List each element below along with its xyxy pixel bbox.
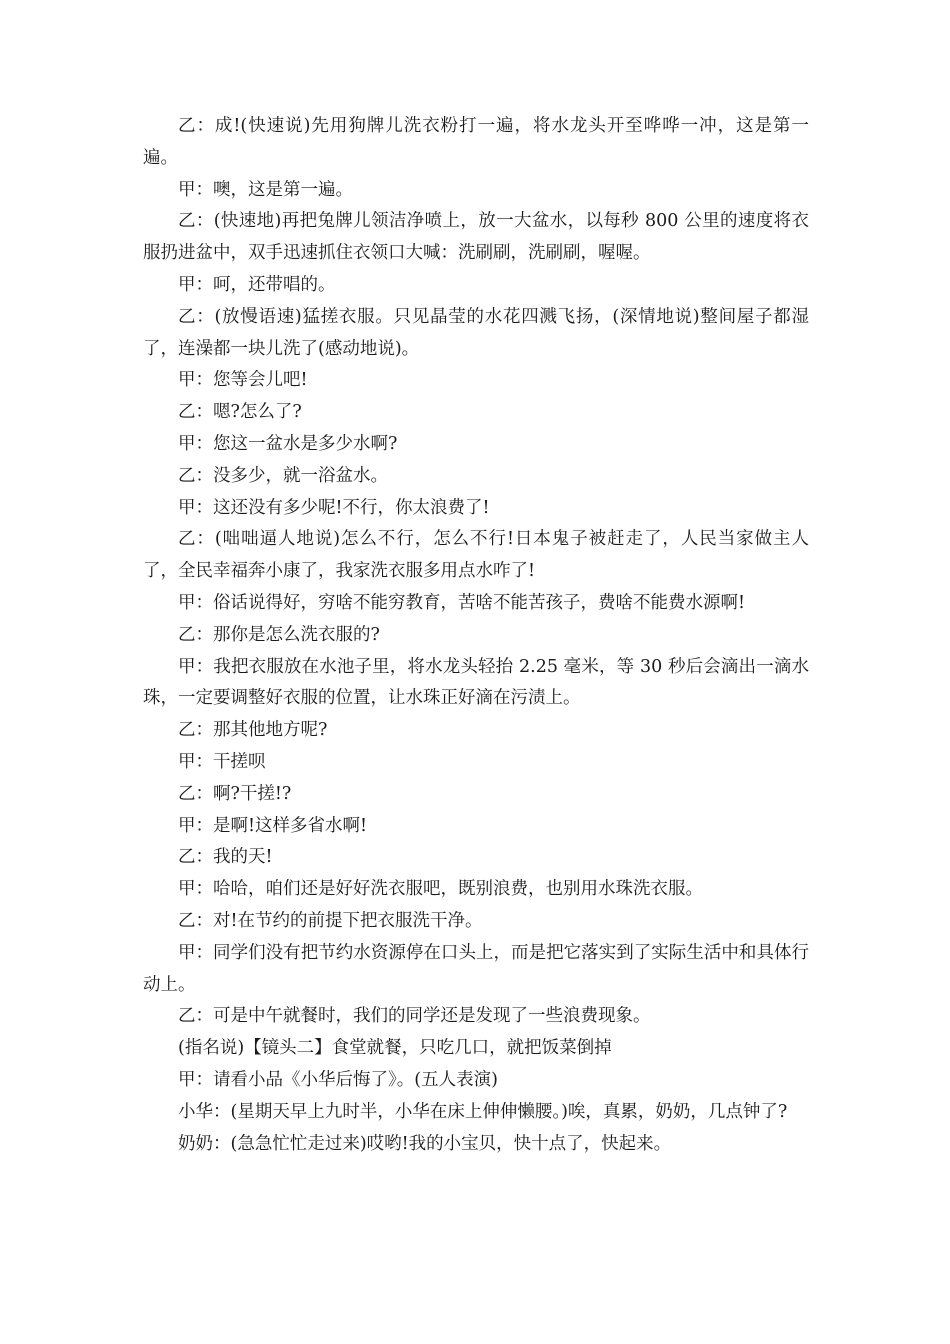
paragraph: 乙：那其他地方呢? — [178, 720, 328, 741]
paragraph: 乙：啊?干搓!? — [178, 783, 292, 804]
paragraph: 甲：您这一盆水是多少水啊? — [178, 433, 398, 454]
document-body — [143, 111, 809, 1160]
paragraph: 甲：同学们没有把节约水资源停在口头上，而是把它落实到了实际生活中和具体行动上。 — [143, 942, 809, 995]
paragraph: 乙：(快速地)再把兔牌儿领洁净喷上，放一大盆水，以每秒 800 公里的速度将衣服扔进盆中，双手迅速抓住衣领口大喊：洗刷刷，洗刷刷，喔喔。 — [143, 211, 809, 264]
paragraph: 甲：干搓呗 — [178, 751, 266, 772]
paragraph: 乙：没多少，就一浴盆水。 — [178, 465, 388, 486]
paragraph: 乙：成!(快速说)先用狗牌儿洗衣粉打一遍，将水龙头开至哗哗一冲，这是第一遍。 — [143, 116, 809, 168]
paragraph: 奶奶：(急急忙忙走过来)哎哟!我的小宝贝，快十点了，快起来。 — [178, 1133, 672, 1154]
paragraph: 乙：我的天! — [178, 847, 273, 868]
paragraph: 乙：对!在节约的前提下把衣服洗干净。 — [178, 910, 483, 931]
paragraph: 乙：那你是怎么洗衣服的? — [178, 624, 380, 645]
paragraph: 甲：是啊!这样多省水啊! — [178, 815, 368, 836]
paragraph: 乙：(放慢语速)猛搓衣服。只见晶莹的水花四溅飞扬，(深情地说)整间屋子都湿了，连澡都一块儿洗了(感动地说)。 — [143, 306, 809, 359]
paragraph: 甲：这还没有多少呢!不行，你太浪费了! — [178, 497, 490, 518]
paragraph: 甲：俗话说得好，穷啥不能穷教育，苦啥不能苦孩子，费啥不能费水源啊! — [178, 592, 746, 613]
paragraph: 乙：可是中午就餐时，我们的同学还是发现了一些浪费现象。 — [178, 1006, 651, 1027]
paragraph: 小华：(星期天早上九时半，小华在床上伸伸懒腰。)唉，真累，奶奶，几点钟了? — [178, 1101, 788, 1122]
paragraph: 甲：请看小品《小华后悔了》。(五人表演) — [178, 1069, 498, 1090]
paragraph: 乙：嗯?怎么了? — [178, 402, 302, 423]
paragraph: (指名说)【镜头二】食堂就餐，只吃几口，就把饭菜倒掉 — [178, 1038, 612, 1059]
paragraph: 甲：我把衣服放在水池子里，将水龙头轻抬 2.25 毫米，等 30 秒后会滴出一滴水珠，一定要调整好衣服的位置，让水珠正好滴在污渍上。 — [143, 656, 809, 709]
paragraph: 甲：呵，还带唱的。 — [178, 274, 336, 295]
paragraph: 甲：您等会儿吧! — [178, 370, 308, 391]
paragraph: 甲：哈哈，咱们还是好好洗衣服吧，既别浪费，也别用水珠洗衣服。 — [178, 879, 703, 900]
paragraph: 甲：噢，这是第一遍。 — [178, 179, 353, 200]
paragraph: 乙：(咄咄逼人地说)怎么不行，怎么不行!日本鬼子被赶走了，人民当家做主人了，全民幸福奔小康了，我家洗衣服多用点水咋了! — [143, 529, 809, 582]
